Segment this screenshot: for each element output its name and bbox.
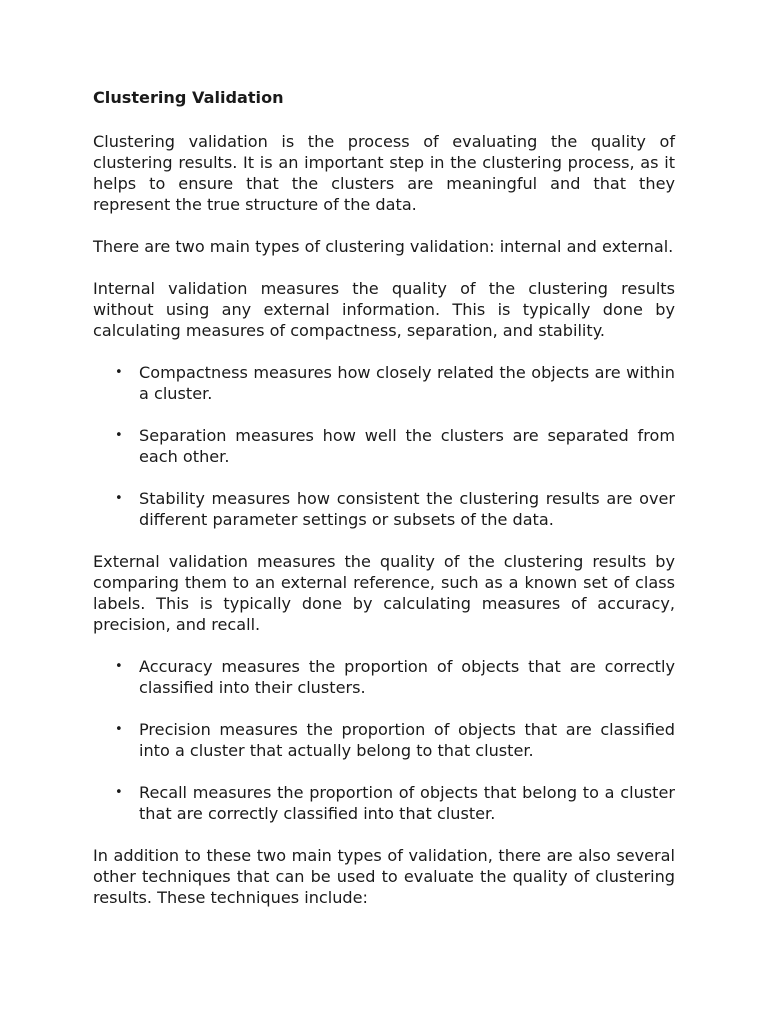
bullet-icon: • [115,491,123,506]
paragraph-other-techniques: In addition to these two main types of validation, there are also several other techniques that can be used to evaluate the quality of clustering results. These techniques include: [93,846,675,907]
paragraph-internal: Internal validation measures the quality of the clustering results without using any external information. This is typically done by calculating measures of compactness, separation, and stability. [93,279,675,340]
document-page [93,86,675,929]
bullet-icon: • [115,428,123,443]
paragraph-external: External validation measures the quality of the clustering results by comparing them to an external reference, such as a known set of class labels. This is typically done by calculating measures of accuracy, precision, and recall. [93,552,675,634]
list-item-separation [93,425,675,467]
list-item-compactness [93,362,675,404]
list-item-text: Stability measures how consistent the clustering results are over different parameter settings or subsets of the data. [139,489,675,529]
list-item-text: Separation measures how well the clusters are separated from each other. [139,426,675,466]
external-measures-list [93,656,675,824]
paragraph-types: There are two main types of clustering validation: internal and external. [93,237,674,256]
list-item-text: Compactness measures how closely related the objects are within a cluster. [139,363,675,403]
document-title: Clustering Validation [93,88,284,107]
list-item-accuracy [93,656,675,698]
list-item-recall [93,782,675,824]
bullet-icon: • [115,785,123,800]
list-item-text: Precision measures the proportion of objects that are classified into a cluster that actually belong to that cluster. [139,720,675,760]
internal-measures-list [93,362,675,530]
bullet-icon: • [115,365,123,380]
list-item-text: Accuracy measures the proportion of objects that are correctly classified into their clusters. [139,657,675,697]
list-item-stability [93,488,675,530]
list-item-text: Recall measures the proportion of objects that belong to a cluster that are correctly classified into that cluster. [139,783,675,823]
list-item-precision [93,719,675,761]
bullet-icon: • [115,722,123,737]
bullet-icon: • [115,659,123,674]
paragraph-intro: Clustering validation is the process of evaluating the quality of clustering results. It is an important step in the clustering process, as it helps to ensure that the clusters are meaningful and that they represent the true structure of the data. [93,132,675,214]
